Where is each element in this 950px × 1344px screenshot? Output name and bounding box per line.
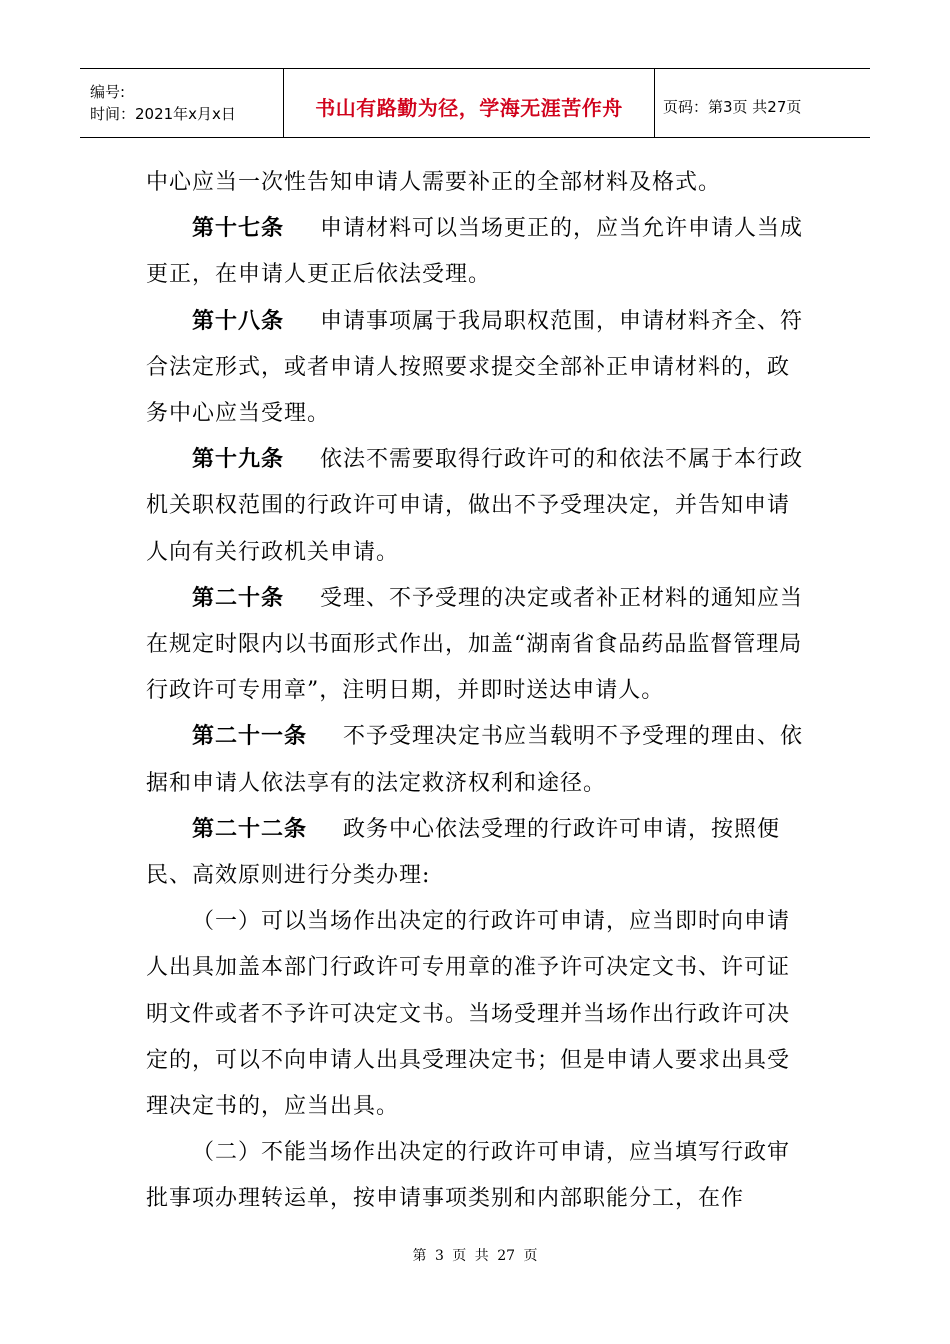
paragraph [146,160,810,206]
paragraph [146,576,810,715]
article-heading: 第十七条 [192,216,285,242]
paragraph [146,899,810,1130]
article-heading: 第二十条 [192,585,285,611]
paragraph [146,299,810,438]
paragraph [146,437,810,576]
page-header [80,68,870,138]
page-footer: 第 3 页 共 27 页 [412,1248,538,1264]
paragraph-text: （二）不能当场作出决定的行政许可申请，应当填写行政审批事项办理转运单，按申请事项类别和内部职能分工，在作 [146,1140,791,1212]
paragraph-text: 受理、不予受理的决定或者补正材料的通知应当在规定时限内以书面形式作出，加盖“湖南省食品药品监督管理局行政许可专用章”，注明日期，并即时送达申请人。 [146,585,804,704]
paragraph-text: 中心应当一次性告知申请人需要补正的全部材料及格式。 [146,170,722,195]
paragraph [146,206,810,298]
paragraph-text: （一）可以当场作出决定的行政许可申请，应当即时向申请人出具加盖本部门行政许可专用章的准予许可决定文书、许可证明文件或者不予许可决定文书。当场受理并当场作出行政许可决定的，可以不向申请人出具受理决定书；但是申请人要求出具受理决定书的，应当出具。 [146,909,791,1120]
header-meta [80,69,283,137]
article-heading: 第二十二条 [192,816,308,842]
paragraph-text: 不予受理决定书应当载明不予受理的理由、依据和申请人依法享有的法定救济权利和途径。 [146,724,804,796]
paragraph-text: 政务中心依法受理的行政许可申请，按照便民、高效原则进行分类办理: [146,816,781,889]
header-page-info: 页码：第3页 共27页 [663,97,802,116]
paragraph-text: 依法不需要取得行政许可的和依法不属于本行政机关职权范围的行政许可申请，做出不予受理决定，并告知申请人向有关行政机关申请。 [146,447,804,565]
article-heading: 第十八条 [192,308,285,334]
paragraph [146,1130,810,1222]
article-heading: 第十九条 [192,447,285,473]
header-motto-cell [283,69,655,137]
header-page-info-cell [655,69,870,137]
document-time-label: 时间：2021年x月x日 [90,105,236,123]
document-number-label: 编号: [90,83,126,101]
paragraph [146,807,810,899]
paragraph [146,714,810,806]
header-motto: 书山有路勤为径，学海无涯苦作舟 [315,95,623,120]
document-body [146,160,810,1223]
paragraph-text: 申请事项属于我局职权范围，申请材料齐全、符合法定形式，或者申请人按照要求提交全部补正申请材料的，政务中心应当受理。 [146,308,804,427]
article-heading: 第二十一条 [192,724,308,750]
paragraph-text: 申请材料可以当场更正的，应当允许申请人当成更正，在申请人更正后依法受理。 [146,216,804,288]
